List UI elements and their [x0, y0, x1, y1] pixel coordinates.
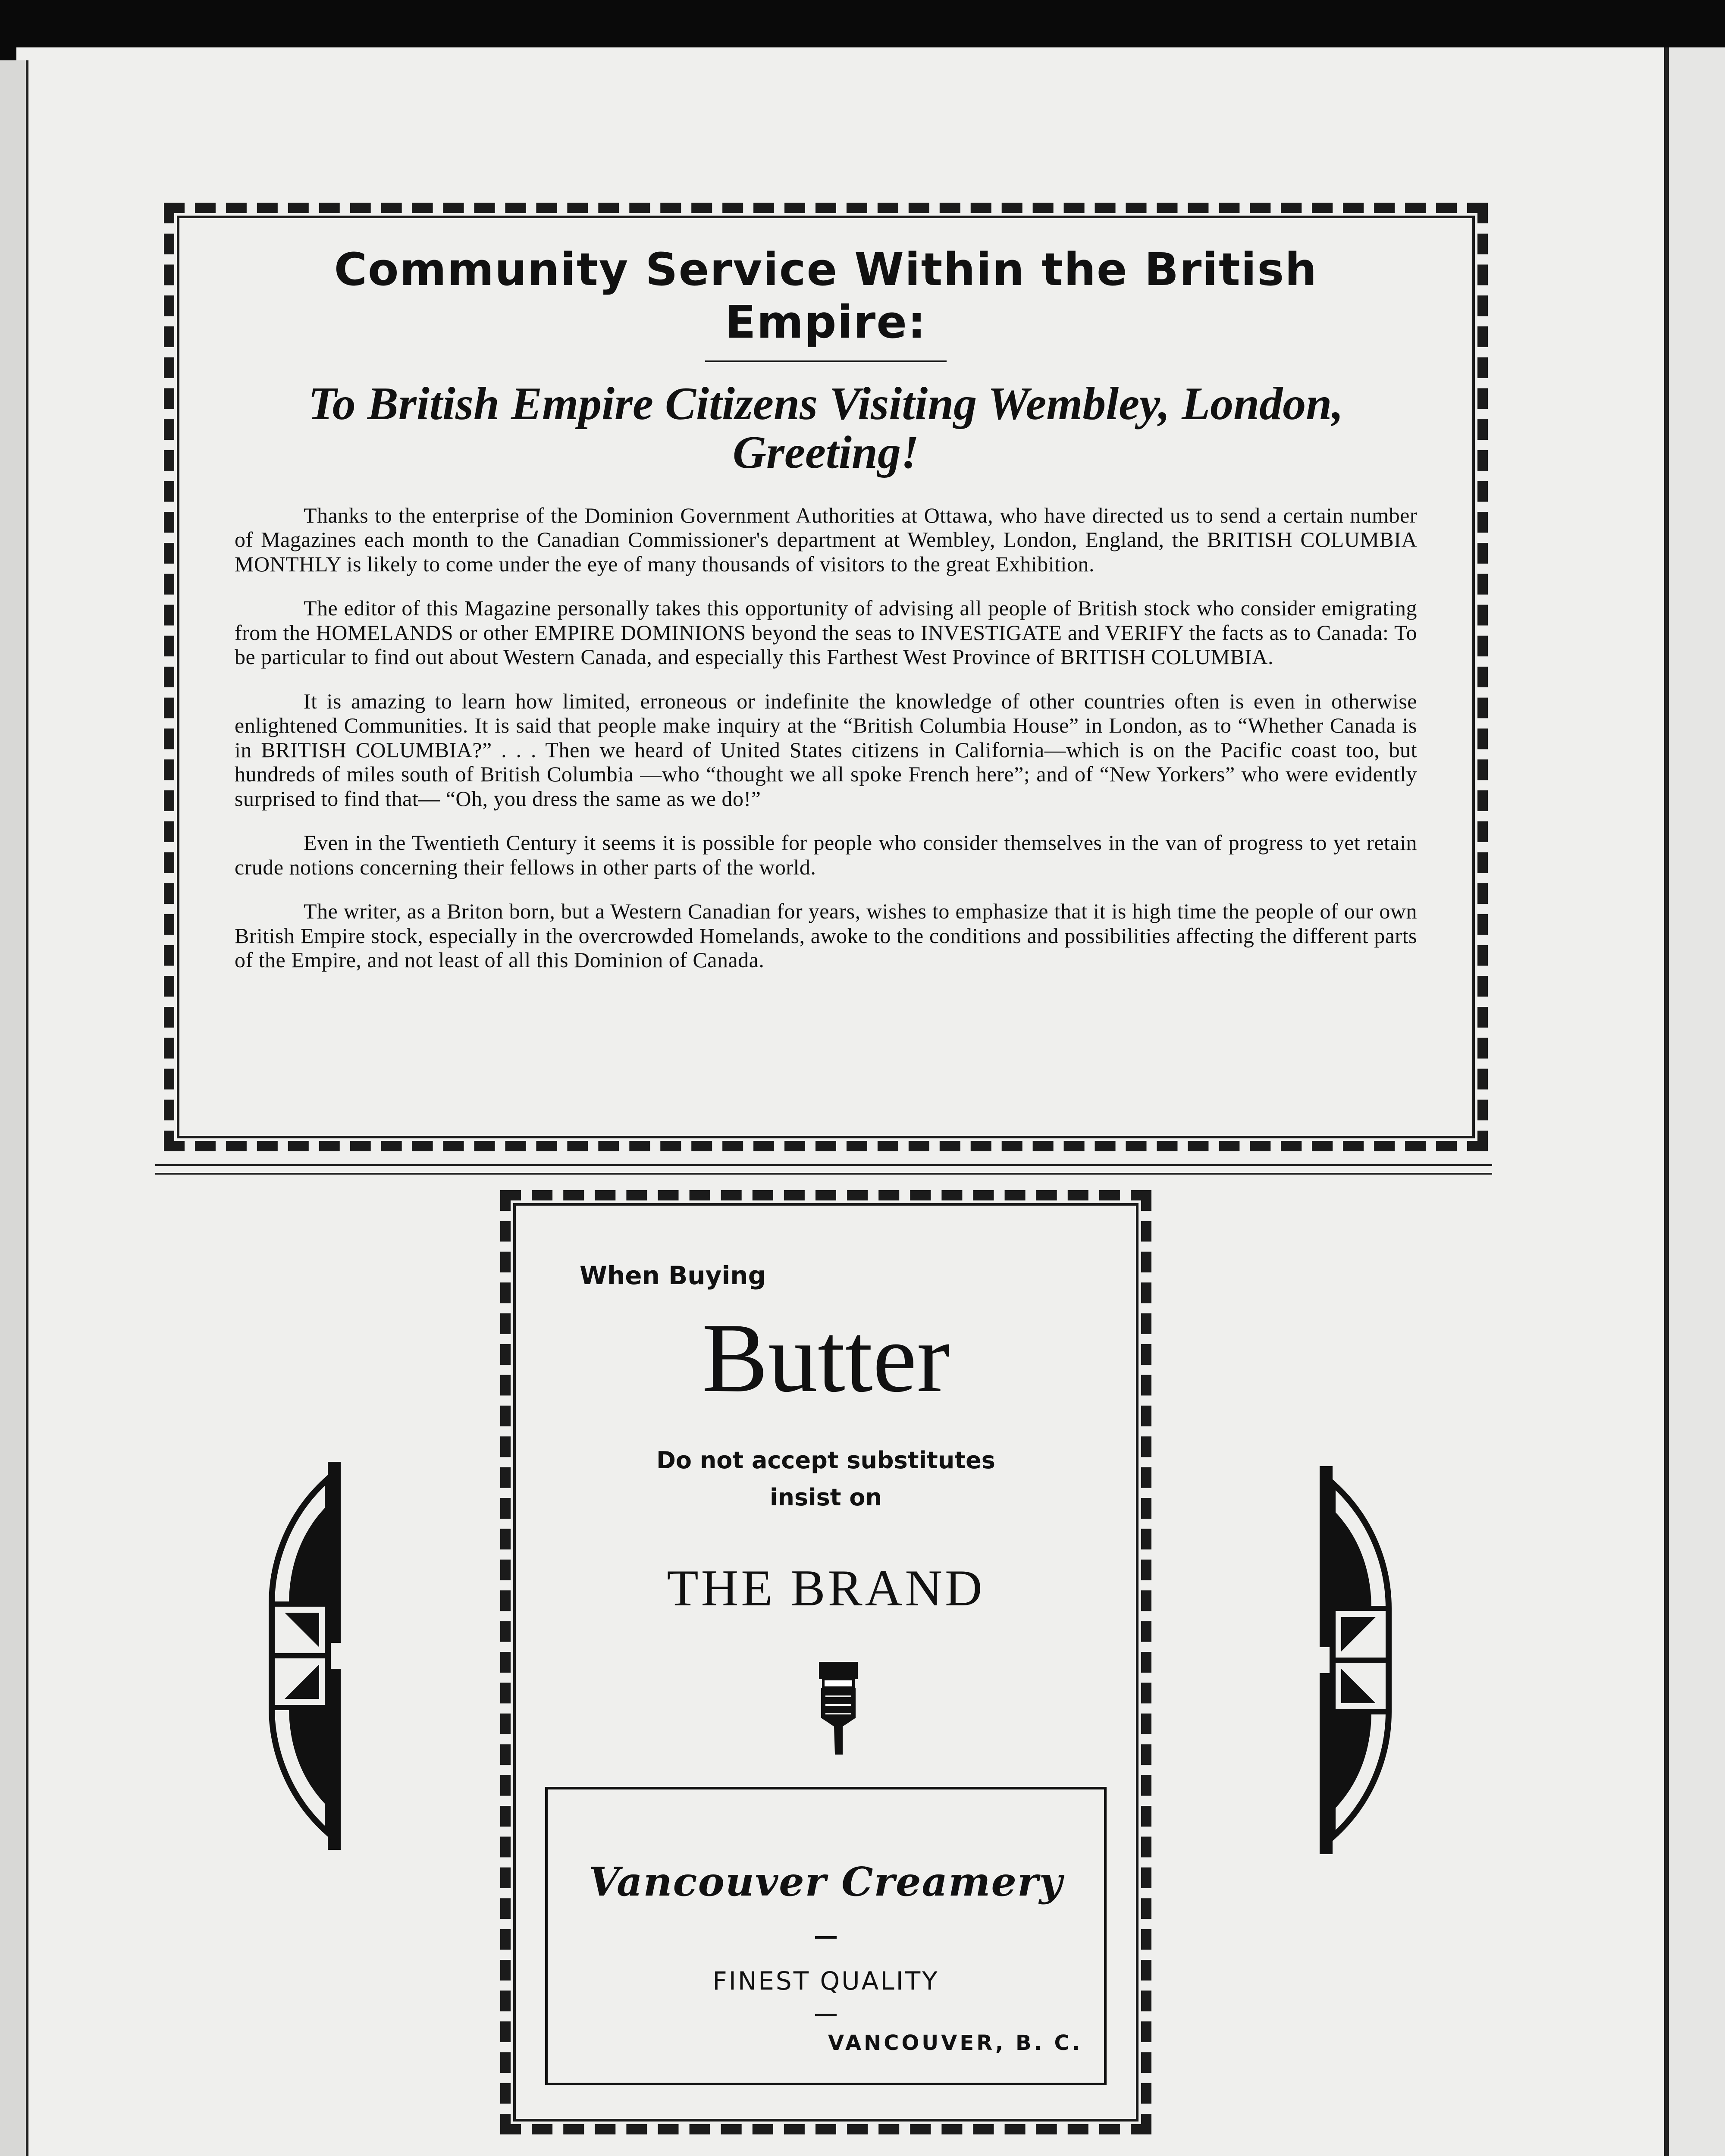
art-deco-ornament-left [263, 1462, 358, 1850]
page-right-edge [1665, 47, 1725, 2156]
article-paragraph-4: Even in the Twentieth Century it seems it is possible for people who consider themselves in the van of progress to yet retain crude notions concerning their fellows in other parts of the world. [235, 830, 1417, 879]
page-left-edge [0, 60, 28, 2156]
ad-when-buying: When Buying [580, 1261, 766, 1290]
article-body [235, 222, 1417, 992]
pointing-hand-icon [812, 1662, 864, 1757]
creamery-rule-top [815, 1936, 837, 1939]
article-paragraph-5: The writer, as a Briton born, but a Western Canadian for years, wishes to emphasize that it is high time the people of our own British Empire stock, especially in the overcrowded Homelands, awoke to the conditions and possibilities affecting the different parts of the Empire, and not least of all this Dominion of Canada. [235, 899, 1417, 972]
article-paragraph-3: It is amazing to learn how limited, erroneous or indefinite the knowledge of other countries often is even in otherwise enlightened Communities. It is said that people make inquiry at the “British Columbia House” in London, as to “Whether Canada is in BRITISH COLUMBIA?” . . . Then we heard of United States citizens in California—which is on the Pacific coast too, but hundreds of miles south of British Columbia —who “thought we all spoke French here”; and of “New Yorkers” who were evidently surprised to find that— “Oh, you dress the same as we do!” [235, 689, 1417, 811]
butter-ad-frame [500, 1190, 1151, 2134]
ad-substitutes-line-1: Do not accept substitutes [656, 1447, 995, 1474]
section-divider-top [155, 1164, 1492, 1166]
ad-substitutes-text [545, 1442, 1107, 1517]
creamery-label-box [545, 1787, 1107, 2085]
butter-ad [545, 1200, 1107, 2124]
article-title: Community Service Within the British Empire: [334, 243, 1318, 348]
ad-the-brand: THE BRAND [667, 1559, 985, 1617]
creamery-location: VANCOUVER, B. C. [828, 2031, 1082, 2055]
ad-substitutes-line-2: insist on [770, 1484, 882, 1511]
title-divider [705, 360, 947, 362]
article-paragraph-1: Thanks to the enterprise of the Dominion Government Authorities at Ottawa, who have directed us to send a certain number of Magazines each month to the Canadian Commissioner's department at Wembley, London, England, the BRITISH COLUMBIA MONTHLY is likely to come under the eye of many thousands of visitors to the great Exhibition. [235, 503, 1417, 576]
article-frame [164, 203, 1488, 1151]
creamery-quality: FINEST QUALITY [712, 1966, 939, 1996]
art-deco-ornament-right [1302, 1466, 1397, 1854]
ad-product-name: Butter [702, 1303, 950, 1413]
article-paragraph-2: The editor of this Magazine personally takes this opportunity of advising all people of British stock who consider emigrating from the HOMELANDS or other EMPIRE DOMINIONS beyond the seas to INVESTIGATE and VERIFY the facts as to Canada: To be particular to find out about Western Canada, and especially this Farthest West Province of BRITISH COLUMBIA. [235, 596, 1417, 669]
article-subtitle: To British Empire Citizens Visiting Wembley, London, Greeting! [308, 378, 1344, 479]
creamery-name: Vancouver Creamery [589, 1858, 1063, 1905]
creamery-rule-bottom [815, 2014, 837, 2016]
section-divider-bottom [155, 1173, 1492, 1175]
